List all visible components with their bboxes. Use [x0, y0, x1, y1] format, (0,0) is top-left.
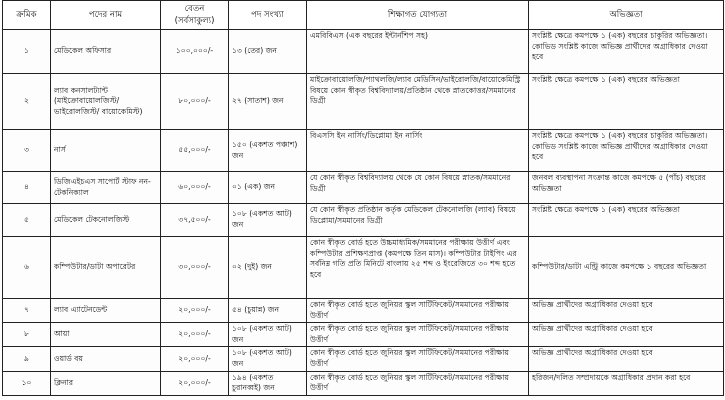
post-cell: ডিজিএইচএস সাপোর্ট স্টাফ নন-টেকনিক্যাল	[51, 172, 161, 204]
header-experience: অভিজ্ঞতা	[529, 1, 724, 30]
experience-cell: হরিজন/দলিত সম্প্রদায়কে অগ্রাধিকার প্রদান করা হবে	[529, 371, 724, 395]
post-cell: ওয়ার্ড বয়	[51, 347, 161, 371]
post-cell: কম্পিউটার/ডাটা অপারেটর	[51, 237, 161, 299]
post-cell: নার্স	[51, 130, 161, 172]
qualification-cell: এমবিবিএস (এক বছরের ইন্টার্নশিপ সহ)	[307, 30, 529, 74]
count-cell: ০১ (এক) জন	[229, 172, 307, 204]
experience-cell: অভিজ্ঞ প্রার্থীদের অগ্রাধিকার দেওয়া হবে	[529, 347, 724, 371]
post-cell: ক্লিনার	[51, 371, 161, 395]
salary-cell: ২০,০০০/-	[161, 299, 229, 323]
post-cell: ল্যাব কনসালট্যান্ট (মাইক্রোবায়োলজিস্ট/ ভাইরোলজিস্ট/ বায়োকেমিস্ট)	[51, 74, 161, 130]
table-row	[3, 347, 724, 371]
table-row	[3, 204, 724, 237]
count-cell: ১০৮ (একশত আট) জন	[229, 323, 307, 347]
salary-cell: ২০,০০০/-	[161, 371, 229, 395]
header-serial: ক্রমিক	[3, 1, 51, 30]
qualification-cell: বিএসসি ইন নার্সিং/ডিপ্লোমা ইন নার্সিং	[307, 130, 529, 172]
table-row	[3, 371, 724, 395]
count-cell: ১০৮ (একশত আট) জন	[229, 204, 307, 237]
salary-cell: ২০,০০০/-	[161, 323, 229, 347]
count-cell: ০২ (দুই) জন	[229, 237, 307, 299]
experience-cell: অভিজ্ঞ প্রার্থীদের অগ্রাধিকার দেওয়া হবে	[529, 299, 724, 323]
experience-cell: অভিজ্ঞ প্রার্থীদের অগ্রাধিকার দেওয়া হবে	[529, 323, 724, 347]
experience-cell: সংশ্লিষ্ট ক্ষেত্রে কমপক্ষে ১ (এক) বছরের চাকুরির অভিজ্ঞতা। কোভিড সংশ্লিষ্ট কাজে অভিজ্ঞ প্রার্থীদের অগ্রাধিকার দেওয়া হবে	[529, 130, 724, 172]
qualification-cell: মাইক্রোবায়োলজি/প্যাথলজি/ল্যাব মেডিসিন/ভাইরোলজি/বায়োকেমিস্ট্রি বিষয়ে কোন স্বীকৃত বিশ্ববিদ্যালয়/প্রতিষ্ঠান থেকে স্নাতকোত্তর/সমমানের ডিগ্রী	[307, 74, 529, 130]
qualification-cell: কোন স্বীকৃত বোর্ড হতে জুনিয়র স্কুল সার্টিফিকেট/সমমানের পরীক্ষায় উত্তীর্ণ	[307, 347, 529, 371]
salary-cell: ৩০,০০০/-	[161, 237, 229, 299]
experience-cell: সংশ্লিষ্ট ক্ষেত্রে কমপক্ষে ১ (এক) বছরের চাকুরির অভিজ্ঞতা। কোভিড সংশ্লিষ্ট কাজে অভিজ্ঞ প্রার্থীদের অগ্রাধিকার দেওয়া হবে	[529, 30, 724, 74]
qualification-cell: যে কোন স্বীকৃত প্রতিষ্ঠান কর্তৃক মেডিকেল টেকনোলজি (ল্যাব) বিষয়ে ডিপ্লোমা/সমমানের ডিগ্রী	[307, 204, 529, 237]
qualification-cell: যে কোন স্বীকৃত বিশ্ববিদ্যালয় থেকে যে কোন বিষয়ে স্নাতক/সমমানের ডিগ্রী	[307, 172, 529, 204]
table-row	[3, 30, 724, 74]
salary-cell: ২০,০০০/-	[161, 347, 229, 371]
serial-cell: ৪	[3, 172, 51, 204]
salary-cell: ৮০,০০০/-	[161, 74, 229, 130]
salary-cell: ৫৫,০০০/-	[161, 130, 229, 172]
qualification-cell: কোন স্বীকৃত বোর্ড হতে জুনিয়র স্কুল সার্টিফিকেট/সমমানের পরীক্ষায় উত্তীর্ণ	[307, 299, 529, 323]
serial-cell: ১০	[3, 371, 51, 395]
experience-cell: সংশ্লিষ্ট ক্ষেত্রে কমপক্ষে ১ (এক) বছরের অভিজ্ঞতা	[529, 74, 724, 130]
post-cell: মেডিকেল টেকনোলজিস্ট	[51, 204, 161, 237]
table-row	[3, 237, 724, 299]
header-qualification: শিক্ষাগত যোগ্যতা	[307, 1, 529, 30]
table-row	[3, 323, 724, 347]
experience-cell: জনবল ব্যবস্থাপনা সংক্রান্ত কাজে কমপক্ষে ৫ (পাঁচ) বছরের অভিজ্ঞতা	[529, 172, 724, 204]
serial-cell: ২	[3, 74, 51, 130]
header-row	[3, 1, 724, 30]
count-cell: ১০৮ (একশত আট) জন	[229, 347, 307, 371]
count-cell: ১৯৪ (একশত চুরানব্বই) জন	[229, 371, 307, 395]
recruitment-table	[2, 0, 724, 396]
serial-cell: ৬	[3, 237, 51, 299]
header-count: পদ সংখ্যা	[229, 1, 307, 30]
table-row	[3, 299, 724, 323]
serial-cell: ৭	[3, 299, 51, 323]
salary-cell: ৩৭,৫০০/-	[161, 204, 229, 237]
table-row	[3, 172, 724, 204]
serial-cell: ১	[3, 30, 51, 74]
serial-cell: ৩	[3, 130, 51, 172]
salary-cell: ১০০,০০০/-	[161, 30, 229, 74]
post-cell: আয়া	[51, 323, 161, 347]
table-row	[3, 130, 724, 172]
header-salary: বেতন (সর্বসাকুল্য)	[161, 1, 229, 30]
salary-cell: ৬০,০০০/-	[161, 172, 229, 204]
qualification-cell: কোন স্বীকৃত বোর্ড হতে উচ্চমাধ্যমিক/সমমানের পরীক্ষায় উত্তীর্ণ এবং কম্পিউটার প্রশিক্ষণপ্রাপ্ত (কমপক্ষে তিন মাস)। কম্পিউটার টাইপিং এর সর্বনিম্ন গতি প্রতি মিনিটে বাংলায় ২৫ শব্দ ও ইংরেজিতে ৩০ শব্দ হতে হবে	[307, 237, 529, 299]
header-post: পদের নাম	[51, 1, 161, 30]
post-cell: মেডিকেল অফিসার	[51, 30, 161, 74]
count-cell: ৫৪ (চুয়ান্ন) জন	[229, 299, 307, 323]
serial-cell: ৯	[3, 347, 51, 371]
serial-cell: ৮	[3, 323, 51, 347]
experience-cell: কম্পিউটার/ডাটা এন্ট্রি কাজে কমপক্ষে ১ বছরের অভিজ্ঞতা	[529, 237, 724, 299]
table-row	[3, 74, 724, 130]
count-cell: ২৭ (সাতাশ) জন	[229, 74, 307, 130]
experience-cell: সংশ্লিষ্ট ক্ষেত্রে কমপক্ষে ১ (এক) বছরের অভিজ্ঞতা	[529, 204, 724, 237]
post-cell: ল্যাব এ্যাটেনডেন্ট	[51, 299, 161, 323]
qualification-cell: কোন স্বীকৃত বোর্ড হতে জুনিয়র স্কুল সার্টিফিকেট/সমমানের পরীক্ষায় উত্তীর্ণ	[307, 371, 529, 395]
qualification-cell: কোন স্বীকৃত বোর্ড হতে জুনিয়র স্কুল সার্টিফিকেট/সমমানের পরীক্ষায় উত্তীর্ণ	[307, 323, 529, 347]
count-cell: ১৫০ (একশত পঞ্চাশ) জন	[229, 130, 307, 172]
count-cell: ১৩ (তের) জন	[229, 30, 307, 74]
serial-cell: ৫	[3, 204, 51, 237]
